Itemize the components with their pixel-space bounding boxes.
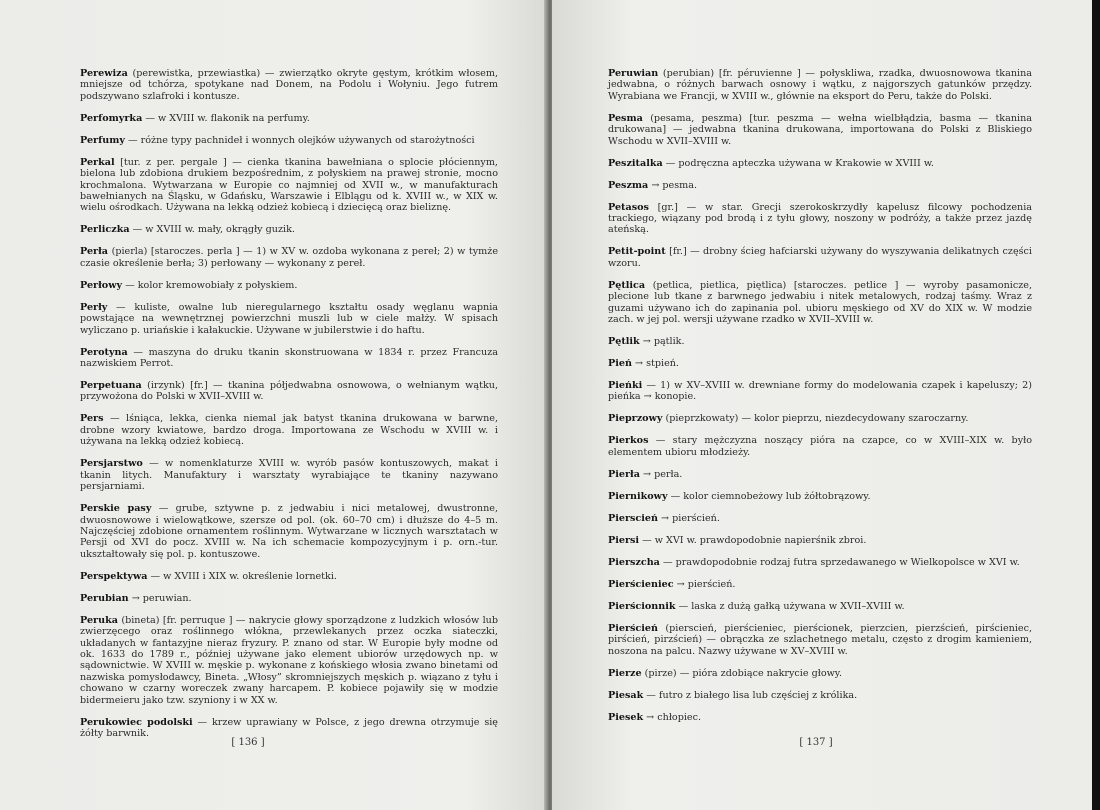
entry-term: Piesak — [608, 689, 644, 701]
dictionary-entry — [608, 668, 1032, 679]
entry-definition: — kolor ciemnobeżowy lub żółtobrązowy. — [667, 490, 871, 502]
entry-definition: (irzynk) [fr.] — tkanina półjedwabna osnowowa, o wełnianym wątku, przywożona do Polski w XVII–XVIII w. — [80, 380, 498, 403]
entry-definition: (bineta) [fr. perruque ] — nakrycie głowy sporządzone z ludzkich włosów lub zwierzęcego oraz roślinnego włókna, przewlekanych przez oczka siateczki, układanych w fantazyjne nieraz fryzury. P. znano od star. W Europie były modne od ok. 1633 do 1789 r., później używane jako element ubiorów urzędowych np. w sądownictwie. W XVIII w. męskie p. wykonane z końskiego włosia zwano binetami od nazwiska pomysłodawcy, Bineta. „Włosy” skromniejszych męskich p. wiązano z tyłu i chowano w czarny woreczek zwany harcapem. P. kobiece pojawiły się w modzie bidermeieru jako tzw. szyniony i w XX w. — [80, 614, 498, 706]
entry-definition: — laska z dużą gałką używana w XVII–XVIII w. — [675, 600, 905, 612]
dictionary-entry — [608, 180, 1032, 191]
entry-term: Pętlica — [608, 279, 646, 291]
entry-definition: [tur. z per. pergale ] — cienka tkanina bawełniana o splocie płóciennym, bielona lub zdobiona drukiem bezpośrednim, z połyskiem na prawej stronie, mocno krochmalona. Wytwarzana w Europie co najmniej od XVII w., w manufakturach bawełnianych na Śląsku, w Gdańsku, Warszawie i Elblągu od k. XVIII w., w XIX w. wielu ośrodkach. Używana na lekką odzież kobiecą i dziecięcą oraz bieliznę. — [80, 156, 498, 214]
entry-term: Persjarstwo — [80, 458, 143, 470]
dictionary-entry — [608, 358, 1032, 369]
entry-definition: → pierścień. — [657, 512, 720, 524]
entry-term: Peszma — [608, 179, 649, 191]
dictionary-entry — [608, 380, 1032, 403]
entry-term: Perspektywa — [80, 570, 148, 582]
entry-definition: (pesama, peszma) [tur. peszma — wełna wielbłądzia, basma — tkanina drukowana] — jedwabna tkanina drukowana, importowana do Polski z Bliskiego Wschodu w XVII–XVIII w. — [608, 112, 1032, 147]
right-page — [552, 0, 1092, 810]
entry-term: Perły — [80, 301, 108, 313]
dictionary-entry — [608, 246, 1032, 269]
dictionary-entry — [608, 623, 1032, 657]
dictionary-entry — [608, 469, 1032, 480]
dictionary-entry — [608, 712, 1032, 723]
entry-definition: → pierścień. — [673, 578, 736, 590]
entry-definition: — grube, sztywne p. z jedwabiu i nici metalowej, dwustronne, dwuosnowowe i wielowątkowe, szersze od pol. (ok. 60–70 cm) i dłuższe do 4–5 m. Najczęściej zdobione ornamentem roślinnym. Wytwarzane w licznych warsztatach w Persji od XVI do pocz. XVIII w. Na ich schemacie kompozycyjnym i p. orn.-tur. ukształtowały się pol. p. kontuszowe. — [80, 503, 499, 560]
entry-term: Peruwian — [608, 68, 659, 79]
dictionary-entry — [80, 157, 498, 214]
dictionary-entry — [608, 491, 1032, 502]
entry-definition: — różne typy pachnideł i wonnych olejków używanych od starożytności — [124, 134, 475, 146]
entry-term: Pesma — [608, 112, 643, 124]
entry-term: Perpetuana — [80, 380, 142, 392]
dictionary-entry — [608, 579, 1032, 590]
left-page-column — [80, 68, 498, 750]
entry-definition: [gr.] — w star. Grecji szerokoskrzydły kapelusz filcowy pochodzenia trackiego, wiązany pod brodą i z tyłu głowy, noszony w podróży, a także przez jazdę ateńską. — [608, 201, 1032, 236]
entry-definition: (perewistka, przewiastka) — zwierzątko okryte gęstym, krótkim włosem, mniejsze od tchórza, spotykane nad Donem, na Podolu i Wołyniu. Jego futrem podszywano szlafroki i kontusze. — [80, 68, 498, 102]
entry-term: Pierła — [608, 468, 640, 480]
entry-definition: → peruwian. — [128, 592, 192, 604]
entry-definition: (pieprzkowaty) — kolor pieprzu, niezdecydowany szaroczarny. — [662, 413, 969, 425]
entry-term: Piernikowy — [608, 490, 668, 502]
dictionary-entry — [608, 413, 1032, 424]
entry-definition: — krzew uprawiany w Polsce, z jego drewna otrzymuje się żółty barwnik. — [80, 716, 498, 739]
entry-definition: (perubian) [fr. péruvienne ] — połyskliwa, rzadka, dwuosnowowa tkanina jedwabna, o różnych barwach osnowy i wątku, z najgorszych gatunków przędzy. Wyrabiana we Francji, w XVIII w., głównie na eksport do Peru, także do Polski. — [608, 68, 1032, 102]
entry-definition: — w nomenklaturze XVIII w. wyrób pasów kontuszowych, makat i tkanin litych. Manufaktury i warsztaty wyrabiające te tkaniny nazywano persjarniami. — [80, 458, 498, 493]
entry-term: Pień — [608, 358, 632, 370]
dictionary-entry — [80, 593, 498, 604]
entry-definition: [fr.] — drobny ścieg hafciarski używany do wyszywania delikatnych części wzoru. — [608, 246, 1032, 269]
entry-term: Piersi — [608, 534, 640, 546]
entry-term: Perła — [80, 246, 109, 258]
entry-definition: → pątlik. — [639, 336, 685, 348]
dictionary-entry — [80, 571, 498, 582]
entry-term: Petasos — [608, 201, 649, 213]
dictionary-entry — [80, 246, 498, 269]
entry-term: Perukowiec podolski — [80, 716, 193, 728]
dictionary-entry — [80, 615, 498, 706]
dictionary-entry — [80, 413, 498, 447]
entry-term: Pierścieniec — [608, 578, 674, 590]
dictionary-entry — [80, 347, 498, 370]
entry-definition: — w XVIII i XIX w. określenie lornetki. — [147, 570, 337, 582]
entry-term: Pierscień — [608, 512, 658, 524]
dictionary-entry — [80, 135, 498, 146]
dictionary-entry — [80, 68, 498, 102]
entry-definition: — kuliste, owalne lub nieregularnego kształtu osady węglanu wapnia powstające na wewnętrznej powierzchni muszli lub w ciele małży. W spisach wyliczano p. uriańskie i kałakuckie. Używane w jubilerstwie i do haftu. — [80, 301, 498, 336]
entry-term: Perliczka — [80, 224, 130, 236]
entry-term: Perłowy — [80, 279, 123, 291]
entry-term: Perewiza — [80, 68, 128, 79]
entry-definition: — 1) w XV–XVIII w. drewniane formy do modelowania czapek i kapeluszy; 2) pieńka → konopie. — [608, 380, 1032, 403]
entry-definition: → pesma. — [648, 179, 698, 191]
dictionary-entry — [608, 513, 1032, 524]
entry-definition: (pirze) — pióra zdobiące nakrycie głowy. — [641, 667, 842, 679]
entry-definition: → perła. — [639, 468, 683, 480]
entry-definition: → chłopiec. — [643, 711, 702, 723]
entry-term: Perfumy — [80, 134, 125, 146]
entry-term: Perotyna — [80, 346, 128, 358]
entry-term: Pętlik — [608, 336, 640, 348]
entry-definition: (pierscień, pierścieniec, pierścionek, pierzcien, pierzścień, pirścieniec, pirścień, pirzścień) — obrączka ze szlachetnego metalu, często z drogim kamieniem, noszona na palcu. Nazwy używane w XV–XVIII w. — [608, 622, 1032, 657]
dictionary-entry — [608, 68, 1032, 102]
dictionary-entry — [608, 336, 1032, 347]
dictionary-entry — [608, 601, 1032, 612]
entry-term: Perkal — [80, 156, 115, 168]
dictionary-entry — [80, 224, 498, 235]
dictionary-entry — [608, 202, 1032, 236]
entry-term: Pieńki — [608, 380, 643, 392]
entry-term: Peruka — [80, 614, 118, 626]
entry-definition: — kolor kremowobiały z połyskiem. — [122, 279, 298, 291]
dictionary-entry — [608, 280, 1032, 326]
entry-term: Pierze — [608, 667, 642, 679]
dictionary-entry — [608, 535, 1032, 546]
right-page-column — [608, 68, 1032, 734]
entry-term: Perskie pasy — [80, 503, 152, 515]
entry-definition: — futro z białego lisa lub częściej z królika. — [643, 689, 858, 701]
dictionary-entry — [80, 302, 498, 336]
entry-definition: — podręczna apteczka używana w Krakowie w XVIII w. — [662, 157, 934, 169]
entry-definition: — w XVIII w. mały, okrągły guzik. — [129, 224, 295, 236]
dictionary-entry — [80, 113, 498, 124]
left-page-number: [ 136 ] — [231, 737, 265, 748]
dictionary-entry — [80, 503, 498, 560]
dictionary-entry — [608, 158, 1032, 169]
entry-definition: — maszyna do druku tkanin skonstruowana w 1834 r. przez Francuza nazwiskiem Perrot. — [80, 346, 498, 370]
entry-definition: (petlica, pietlica, piętlica) [staroczes. petlice ] — wyroby pasamonicze, plecione lub tkane z barwnego jedwabiu i nitek metalowych, rodzaj taśmy. Wraz z guzami używano ich do zapinania pol. ubioru męskiego od XV do XIX w. W modzie zach. w jej pol. wersji używane rzadko w XVII–XVIII w. — [608, 279, 1032, 326]
dictionary-entry — [608, 435, 1032, 458]
left-page — [0, 0, 548, 810]
dictionary-entry — [608, 690, 1032, 701]
entry-term: Pierkos — [608, 435, 649, 447]
entry-definition: — stary mężczyzna noszący pióra na czapce, co w XVIII–XIX w. było elementem ubioru młodzieży. — [608, 435, 1032, 458]
entry-term: Petit-point — [608, 246, 666, 258]
entry-definition: — w XVIII w. flakonik na perfumy. — [142, 112, 310, 124]
entry-term: Pierścień — [608, 622, 658, 634]
dictionary-entry — [608, 557, 1032, 568]
entry-definition: — w XVI w. prawdopodobnie napierśnik zbroi. — [639, 534, 867, 546]
entry-term: Pierścionnik — [608, 600, 676, 612]
entry-term: Peszitalka — [608, 157, 663, 169]
dictionary-entry — [80, 458, 498, 492]
entry-term: Perubian — [80, 592, 129, 604]
entry-definition: (pierla) [staroczes. perla ] — 1) w XV w. ozdoba wykonana z pereł; 2) w tymże czasie określenie berła; 3) perłowany — wykonany z pereł. — [80, 246, 498, 269]
entry-definition: → stpień. — [631, 358, 679, 370]
dictionary-entry — [80, 717, 498, 740]
entry-definition: — lśniąca, lekka, cienka niemal jak batyst tkanina drukowana w barwne, drobne wzory kwiatowe, bardzo droga. Importowana ze Wschodu w XVIII w. i używana na lekką odzież kobiecą. — [80, 413, 498, 448]
dictionary-entry — [608, 113, 1032, 147]
dictionary-entry — [80, 280, 498, 291]
entry-term: Pieprzowy — [608, 413, 663, 425]
entry-term: Perfomyrka — [80, 112, 143, 124]
page-edge-shadow — [1092, 0, 1100, 810]
entry-term: Piesek — [608, 711, 644, 723]
right-page-number: [ 137 ] — [799, 737, 833, 748]
entry-definition: — prawdopodobnie rodzaj futra sprzedawanego w Wielkopolsce w XVI w. — [659, 556, 1020, 568]
entry-term: Pers — [80, 413, 104, 425]
entry-term: Pierszcha — [608, 556, 660, 568]
dictionary-entry — [80, 380, 498, 403]
